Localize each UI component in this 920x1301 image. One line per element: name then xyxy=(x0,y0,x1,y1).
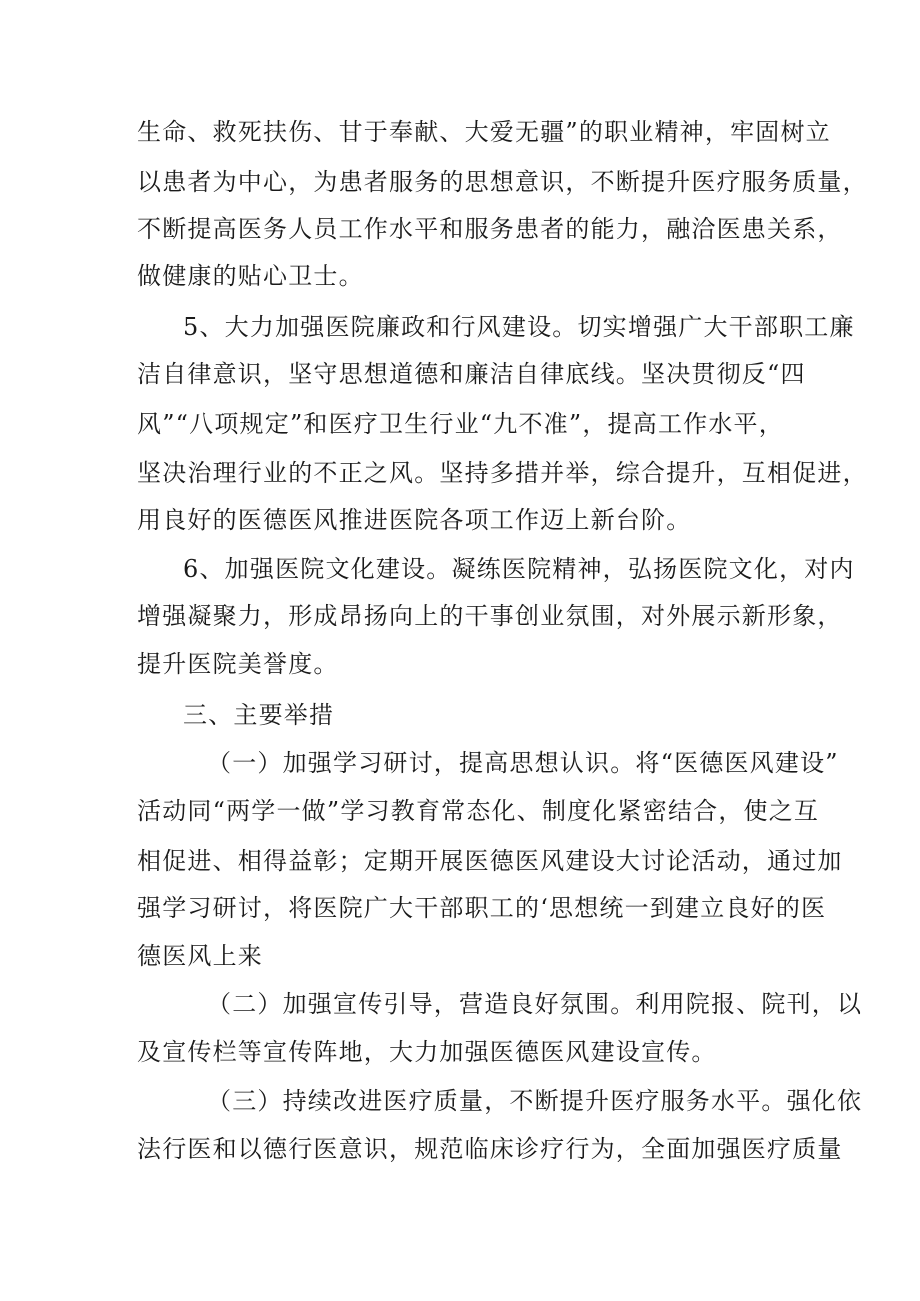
text-line: 做健康的贴心卫士。 xyxy=(137,262,364,290)
text-line: 提升医院美誉度。 xyxy=(137,650,339,678)
text-line: 德医风上来 xyxy=(137,942,263,970)
text-line: （二）加强宣传引导，营造良好氛围。利用院报、院刊，以 xyxy=(207,990,863,1018)
text-line: 洁自律意识，坚守思想道德和廉洁自律底线。坚决贯彻反“四 xyxy=(137,360,806,388)
text-line: 以患者为中心，为患者服务的思想意识，不断提升医疗服务质量， xyxy=(137,168,868,196)
text-line: （三）持续改进医疗质量，不断提升医疗服务水平。强化依 xyxy=(207,1087,863,1115)
text-line: 坚决治理行业的不正之风。坚持多措并举，综合提升，互相促进， xyxy=(137,459,868,487)
text-line: 相促进、相得益彰；定期开展医德医风建设大讨论活动，通过加 xyxy=(137,847,843,875)
text-line: 用良好的医德医风推进医院各项工作迈上新台阶。 xyxy=(137,506,692,534)
text-line: 增强凝聚力，形成昂扬向上的干事创业氛围，对外展示新形象， xyxy=(137,602,843,630)
text-line: 不断提高医务人员工作水平和服务患者的能力，融洽医患关系， xyxy=(137,215,843,243)
section-heading: 三、主要举措 xyxy=(183,701,335,729)
text-line: 法行医和以德行医意识，规范临床诊疗行为，全面加强医疗质量 xyxy=(137,1135,843,1163)
text-line: 5、大力加强医院廉政和行风建设。切实增强广大干部职工廉 xyxy=(183,313,855,341)
text-line: 及宣传栏等宣传阵地，大力加强医德医风建设宣传。 xyxy=(137,1038,717,1066)
text-line: 6、加强医院文化建设。凝练医院精神，弘扬医院文化，对内 xyxy=(183,555,855,583)
text-line: 生命、救死扶伤、甘于奉献、大爱无疆”的职业精神，牢固树立 xyxy=(137,118,831,146)
text-line: 强学习研讨，将医院广大干部职工的‘思想统一到建立良好的医 xyxy=(137,894,827,922)
text-line: 活动同“两学一做”学习教育常态化、制度化紧密结合，使之互 xyxy=(137,797,820,825)
text-line: 风”“八项规定”和医疗卫生行业“九不准”，提高工作水平， xyxy=(137,410,784,438)
text-line: （一）加强学习研讨，提高思想认识。将“医德医风建设” xyxy=(207,749,839,777)
